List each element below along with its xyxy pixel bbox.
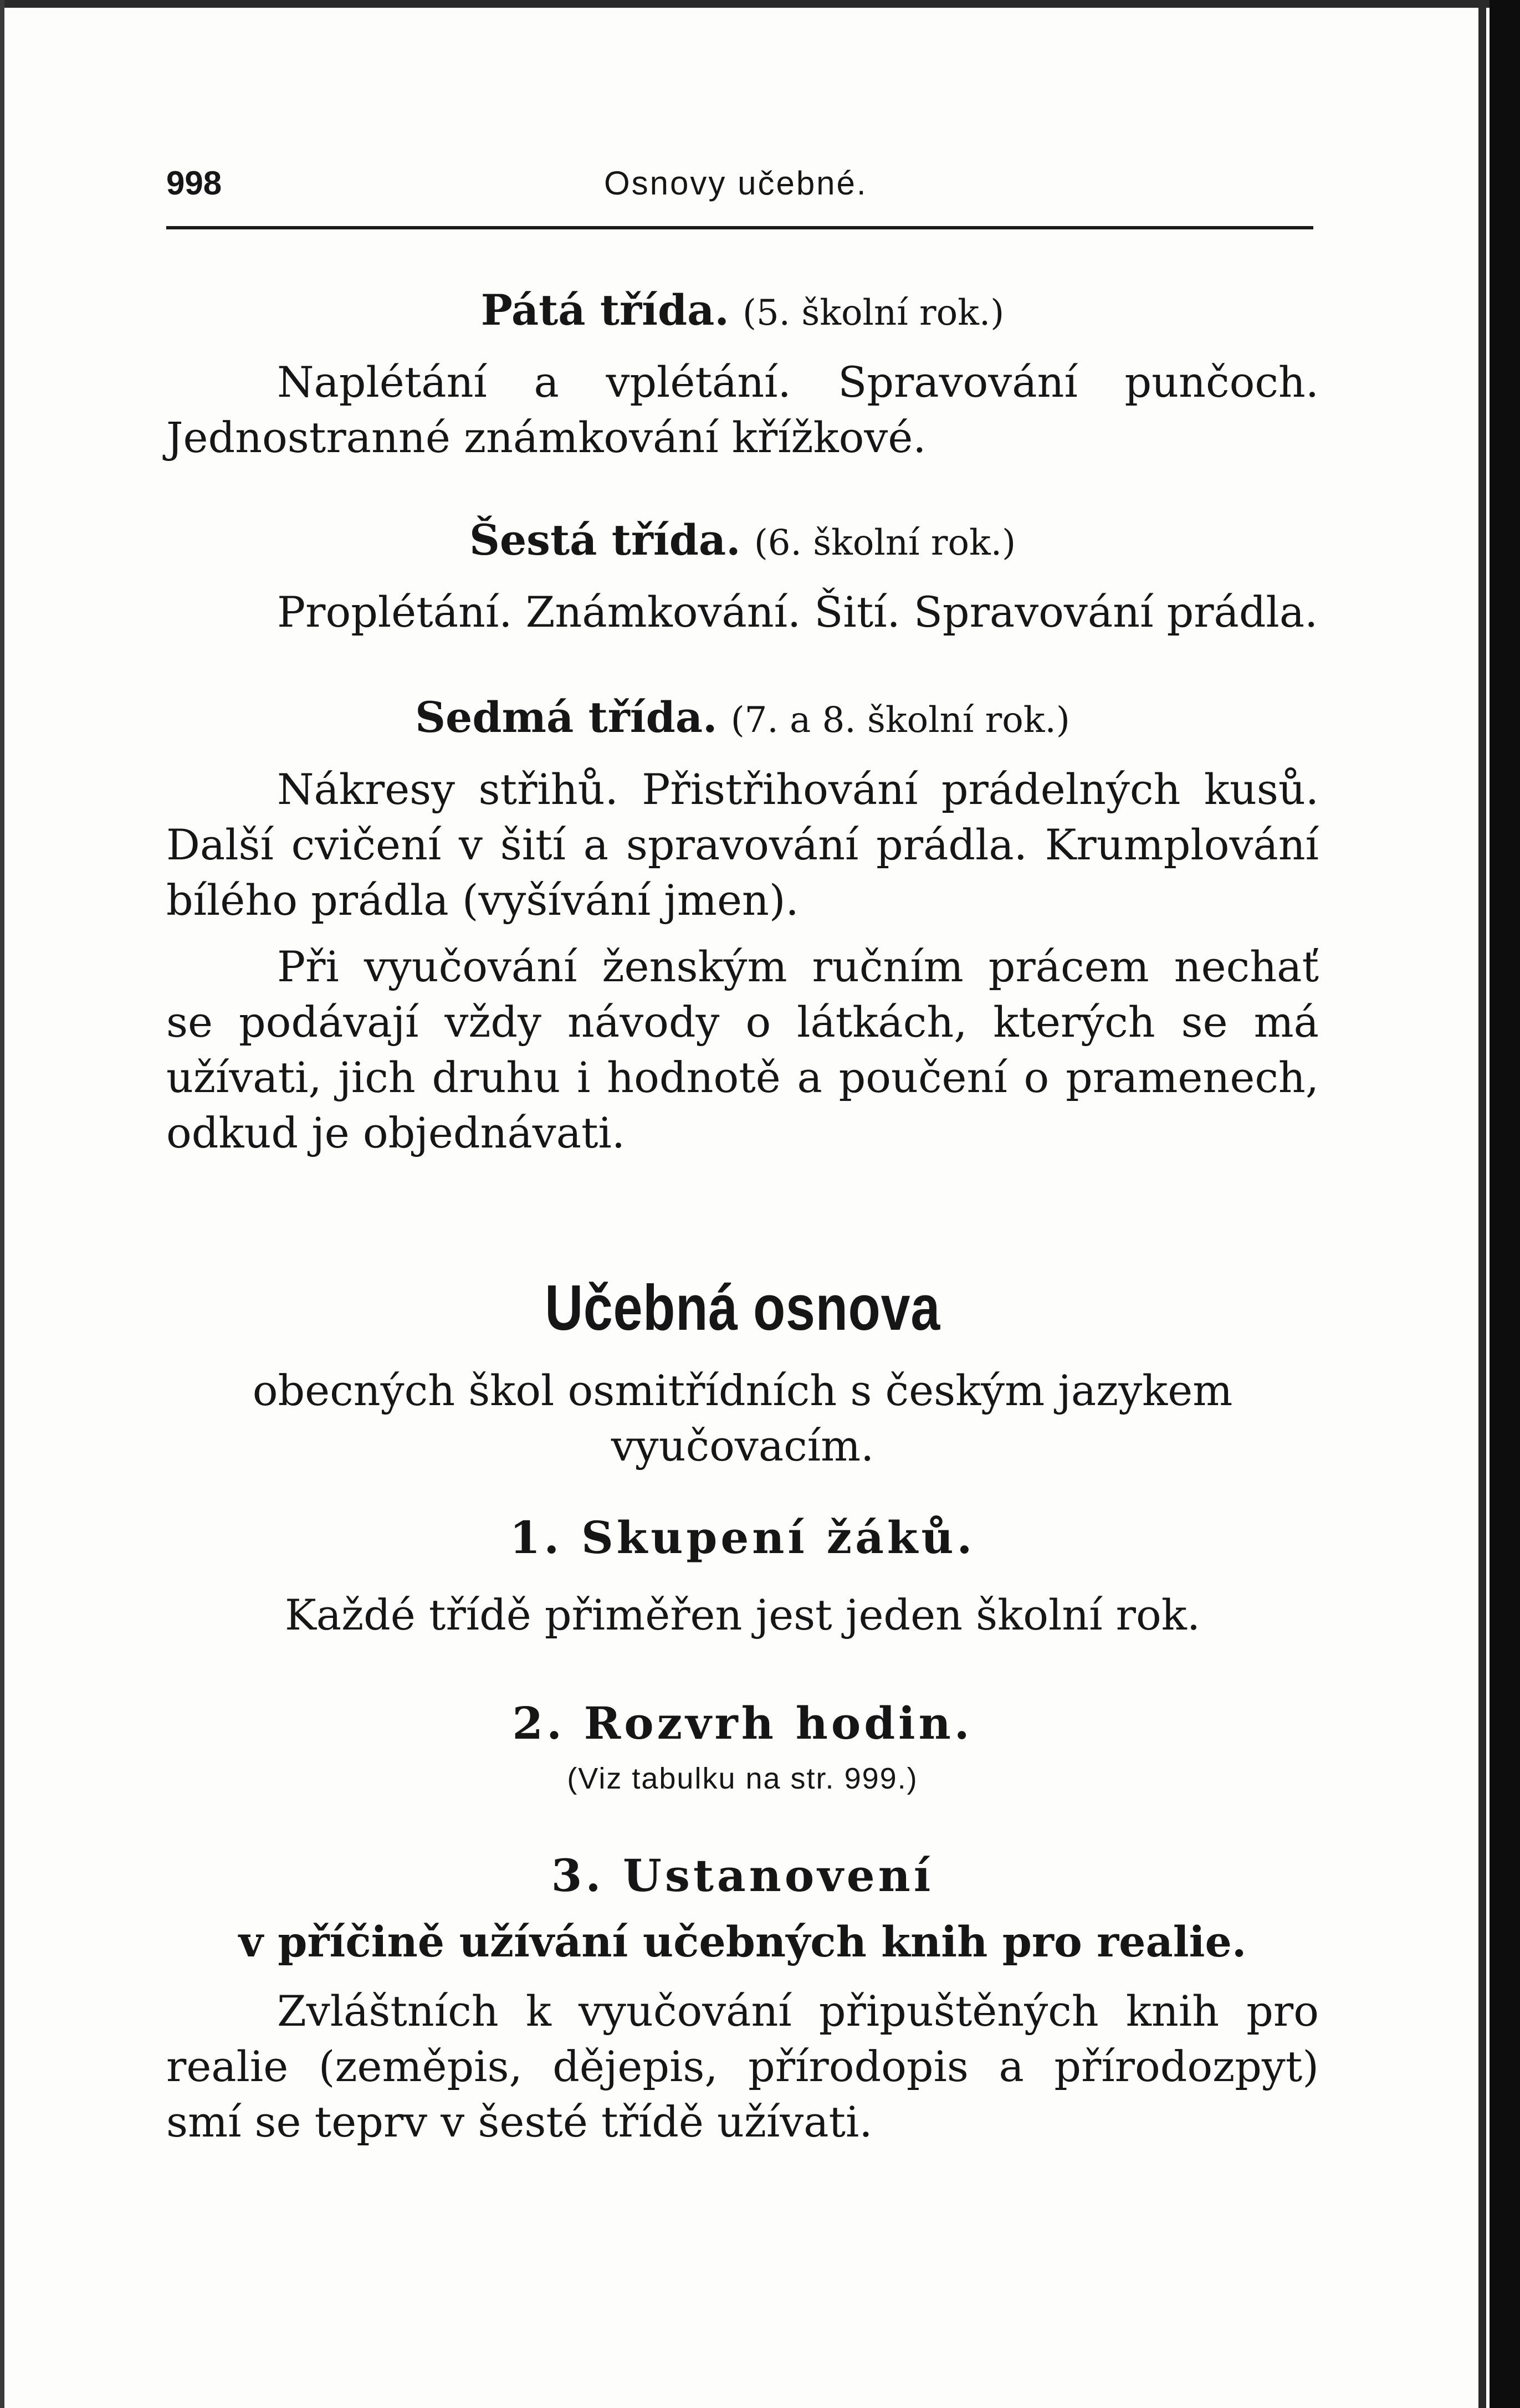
- syllabus-title-line: [166, 1269, 1319, 1354]
- page-header: [166, 161, 1313, 205]
- grade6-text: Proplétání. Známkování. Šití. Spravování prádla.: [277, 587, 1318, 637]
- grade6-title: Šestá třída.: [469, 515, 741, 565]
- grade5-text: Naplétání a vplétání. Spravování punčoch. Jednostranné známkování křížkové.: [166, 357, 1319, 462]
- grade6-heading: [166, 513, 1319, 571]
- running-title: Osnovy učebné.: [604, 165, 868, 202]
- scan-binding-shadow: [1478, 0, 1486, 2408]
- page-number: 998: [166, 165, 222, 202]
- grade5-year: (5. školní rok.): [742, 293, 1005, 334]
- syllabus-title: Učebná osnova: [545, 1272, 940, 1344]
- syllabus-subtitle: obecných škol osmitřídních s českým jazykem vyučovacím.: [252, 1366, 1233, 1471]
- section1-heading: 1. Skupení žáků.: [509, 1512, 976, 1564]
- section3-text: Zvláštních k vyučování připuštěných knih pro realie (zeměpis, dějepis, přírodopis a přírodozpyt) smí se teprv v šesté třídě užívati.: [166, 1986, 1319, 2146]
- needlework-note: Při vyučování ženským ručním prácem nechať se podávají vždy návody o látkách, kterých se má užívati, jich druhu i hodnotě a poučení o pramenech, odkud je objednávati.: [166, 942, 1319, 1157]
- section1-text: Každé třídě přiměřen jest jeden školní rok.: [285, 1590, 1200, 1640]
- grade5-heading: [166, 283, 1319, 341]
- scan-edge-top: [0, 0, 1520, 8]
- section3-subheading: v příčině užívání učebných knih pro realie.: [238, 1917, 1247, 1966]
- grade7-year: (7. a 8. školní rok.): [730, 700, 1070, 741]
- grade7-text: Nákresy střihů. Přistřihování prádelných kusů. Další cvičení v šití a spravování prádla. Krumplování bílého prádla (vyšívání jmen).: [166, 765, 1319, 925]
- grade7-heading: [166, 690, 1319, 748]
- section2-reference: (Viz tabulku na str. 999.): [567, 1762, 918, 1795]
- grade5-title: Pátá třída.: [480, 285, 729, 335]
- section3-heading: 3. Ustanovení: [551, 1849, 934, 1902]
- scan-edge-left: [0, 0, 4, 2408]
- grade7-title: Sedmá třída.: [415, 693, 718, 742]
- scan-binding-edge: [1490, 0, 1520, 2408]
- grade6-year: (6. školní rok.): [754, 522, 1016, 563]
- header-rule: [166, 226, 1313, 229]
- section2-heading: 2. Rozvrh hodin.: [512, 1697, 973, 1749]
